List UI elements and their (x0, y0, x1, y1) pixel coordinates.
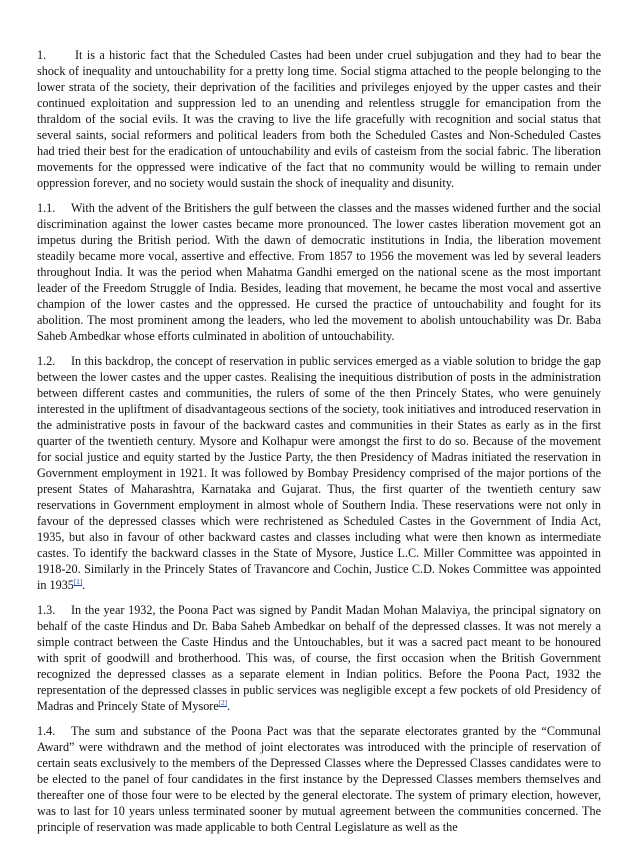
footnote-link[interactable]: [1] (73, 577, 83, 586)
paragraph-number: 1.4. (37, 724, 56, 738)
paragraph-1-4 (37, 723, 601, 835)
paragraph-number: 1. (37, 48, 47, 62)
paragraph-1-2 (37, 353, 601, 593)
paragraph-1 (37, 47, 601, 191)
paragraph-number: 1.2. (37, 354, 56, 368)
paragraph-text: With the advent of the Britishers the gulf between the classes and the masses widened further and the social discrimination against the lower castes became more pronounced. The lower castes liberation movement got an impetus during the British period. With the dawn of democratic institutions in India, the liberation movement steadily became more vocal, assertive and effective. From 1857 to 1956 the movement was led by several leaders throughout India. It was the period when Mahatma Gandhi emerged on the national scene as the most important leader of the Freedom Struggle of India. Besides, leading that movement, he became the most vocal and assertive champion of the lower castes and the oppressed. He cursed the practice of untouchability and fought for its abolition. The most prominent among the leaders, who led the movement to abolish untouchability was Dr. Baba Saheb Ambedkar whose efforts culminated in abolition of untouchability. (37, 201, 601, 343)
paragraph-text: It is a historic fact that the Scheduled Castes had been under cruel subjugation and they had to bear the shock of inequality and untouchability for a pretty long time. Social stigma attached to the people belonging to the lower strata of the society, their deprivation of the facilities and privileges enjoyed by the upper castes and their continued exploitation and suppression led to an unending and relentless struggle for emancipation from the thraldom of the social evils. It was the craving to live the life gracefully with recognition and social status that several saints, social reformers and political leaders from both the Scheduled Castes and Non-Scheduled Castes had tried their best for the eradication of untouchability and evils of casteism from the social fabric. The liberation movements for the oppressed were indicative of the fact that no community would be willing to remain under oppression forever, and no society would sustain the shock of inequality and disunity. (37, 48, 601, 190)
document-body (37, 47, 601, 844)
paragraph-end: . (226, 699, 230, 713)
paragraph-number: 1.3. (37, 603, 56, 617)
paragraph-text: In the year 1932, the Poona Pact was signed by Pandit Madan Mohan Malaviya, the principal signatory on behalf of the caste Hindus and Dr. Baba Saheb Ambedkar on behalf of the depressed classes. It was not merely a simple contract between the Caste Hindus and the Untouchables, but it was a sacred pact meant to be honoured with sprit of goodwill and brotherhood. This was, of course, the first occasion when the British Government recognized the depressed classes as a separate element in Indian politics. Before the Poona Pact, 1932 the representation of the depressed classes in public services was negligible except a few pockets of old Presidency of Madras and Princely State of Mysore (37, 603, 601, 713)
paragraph-text: The sum and substance of the Poona Pact was that the separate electorates granted by the “Communal Award” were withdrawn and the method of joint electorates was introduced with the principle of reservation of certain seats exclusively to the members of the Depressed Classes where the Depressed Classes candidates were to be elected to the panel of four candidates in the first instance by the Depressed Classes members themselves and thereafter one of those four were to be elected by the general electorate. The system of primary election, however, was to last for 10 years unless terminated sooner by mutual agreement between the communities concerned. The principle of reservation was made applicable to both Central Legislature as well as the (37, 724, 601, 834)
paragraph-number: 1.1. (37, 201, 56, 215)
footnote-link[interactable]: [2] (218, 698, 227, 707)
paragraph-text: In this backdrop, the concept of reservation in public services emerged as a viable solution to bridge the gap between the lower castes and the upper castes. Realising the inequitious distribution of posts in the administration between different castes and communities, the rulers of some of the then Princely States, who were genuinely interested in the upliftment of disadvantageous sections of the society, took initiatives and introduced reservation in the administrative posts in favour of the backward castes and communities in their States as early as in the first quarter of the twentieth century. Mysore and Kolhapur were amongst the first to do so. Because of the movement for social justice and equity started by the Justice Party, the then Presidency of Madras initiated the reservation in Government employment in 1921. It was followed by Bombay Presidency comprised of the major portions of the present States of Maharashtra, Karnataka and Gujarat. Thus, the first quarter of the twentieth century saw reservations in Government employment in almost whole of Southern India. These reservations were not only in favour of the depressed classes which were rechristened as Scheduled Castes in the Government of India Act, 1935, but also in favour of other backward castes and classes including what were then known as intermediate castes. To identify the backward classes in the State of Mysore, Justice L.C. Miller Committee was appointed in 1918-20. Similarly in the Princely States of Travancore and Cochin, Justice C.D. Nokes Committee was appointed in 1935 (37, 354, 601, 592)
paragraph-end: . (82, 578, 86, 592)
paragraph-1-1 (37, 200, 601, 344)
paragraph-1-3 (37, 602, 601, 714)
